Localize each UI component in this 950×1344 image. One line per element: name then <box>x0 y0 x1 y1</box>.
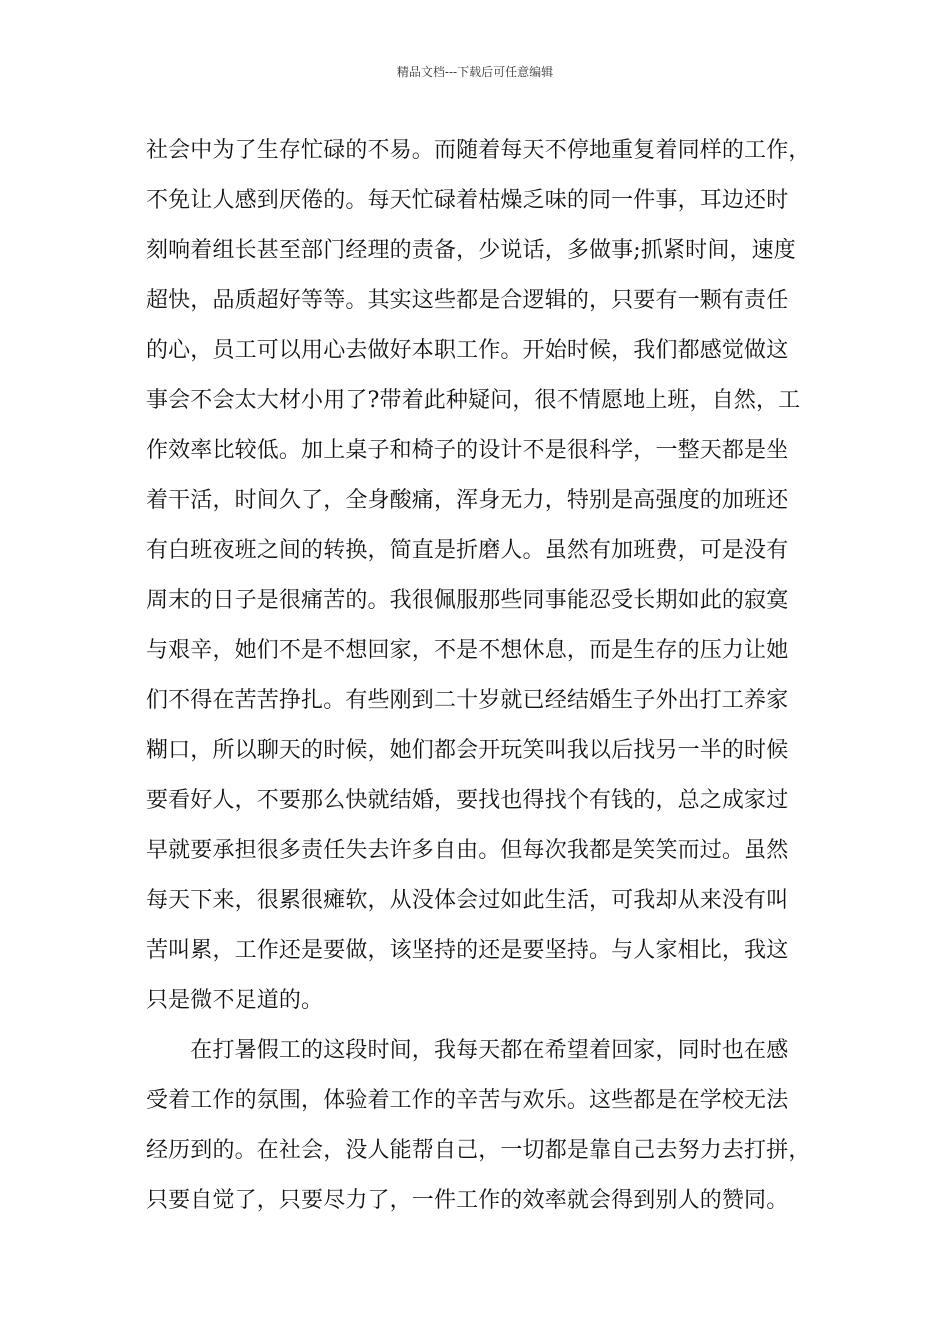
text-line: 社会中为了生存忙碌的不易。而随着每天不停地重复着同样的工作， <box>146 138 811 163</box>
text-line: 只要自觉了，只要尽力了，一件工作的效率就会得到别人的赞同。 <box>146 1188 789 1213</box>
text-line: 作效率比较低。加上桌子和椅子的设计不是很科学，一整天都是坐 <box>146 438 789 463</box>
text-line: 在打暑假工的这段时间，我每天都在希望着回家，同时也在感 <box>146 1038 789 1063</box>
text-line: 经历到的。在社会，没人能帮自己，一切都是靠自己去努力去打拼， <box>146 1138 811 1163</box>
text-line: 有白班夜班之间的转换，简直是折磨人。虽然有加班费，可是没有 <box>146 538 789 563</box>
page-header: 精品文档---下载后可任意编辑 <box>396 65 554 79</box>
text-line: 的心，员工可以用心去做好本职工作。开始时候，我们都感觉做这 <box>146 338 789 363</box>
document-body <box>146 126 826 1226</box>
text-line: 受着工作的氛围，体验着工作的辛苦与欢乐。这些都是在学校无法 <box>146 1088 789 1113</box>
text-line: 着干活，时间久了，全身酸痛，浑身无力，特别是高强度的加班还 <box>146 488 789 513</box>
text-line: 只是微不足道的。 <box>146 988 324 1013</box>
text-line: 刻响着组长甚至部门经理的责备，少说话，多做事;抓紧时间，速度 <box>146 238 796 263</box>
text-line: 周末的日子是很痛苦的。我很佩服那些同事能忍受长期如此的寂寞 <box>146 588 789 613</box>
text-line: 事会不会太大材小用了?带着此种疑问，很不情愿地上班，自然，工 <box>146 388 801 413</box>
paragraph-1 <box>146 126 826 1026</box>
text-line: 每天下来，很累很瘫软，从没体会过如此生活，可我却从来没有叫 <box>146 888 789 913</box>
text-line: 要看好人，不要那么快就结婚，要找也得找个有钱的，总之成家过 <box>146 788 789 813</box>
text-line: 不免让人感到厌倦的。每天忙碌着枯燥乏味的同一件事，耳边还时 <box>146 188 789 213</box>
text-line: 与艰辛，她们不是不想回家，不是不想休息，而是生存的压力让她 <box>146 638 789 663</box>
text-line: 苦叫累，工作还是要做，该坚持的还是要坚持。与人家相比，我这 <box>146 938 789 963</box>
paragraph-2 <box>146 1026 826 1226</box>
text-line: 们不得在苦苦挣扎。有些刚到二十岁就已经结婚生子外出打工养家 <box>146 688 789 713</box>
text-line: 超快，品质超好等等。其实这些都是合逻辑的，只要有一颗有责任 <box>146 288 789 313</box>
text-line: 早就要承担很多责任失去许多自由。但每次我都是笑笑而过。虽然 <box>146 838 789 863</box>
text-line: 糊口，所以聊天的时候，她们都会开玩笑叫我以后找另一半的时候 <box>146 738 789 763</box>
